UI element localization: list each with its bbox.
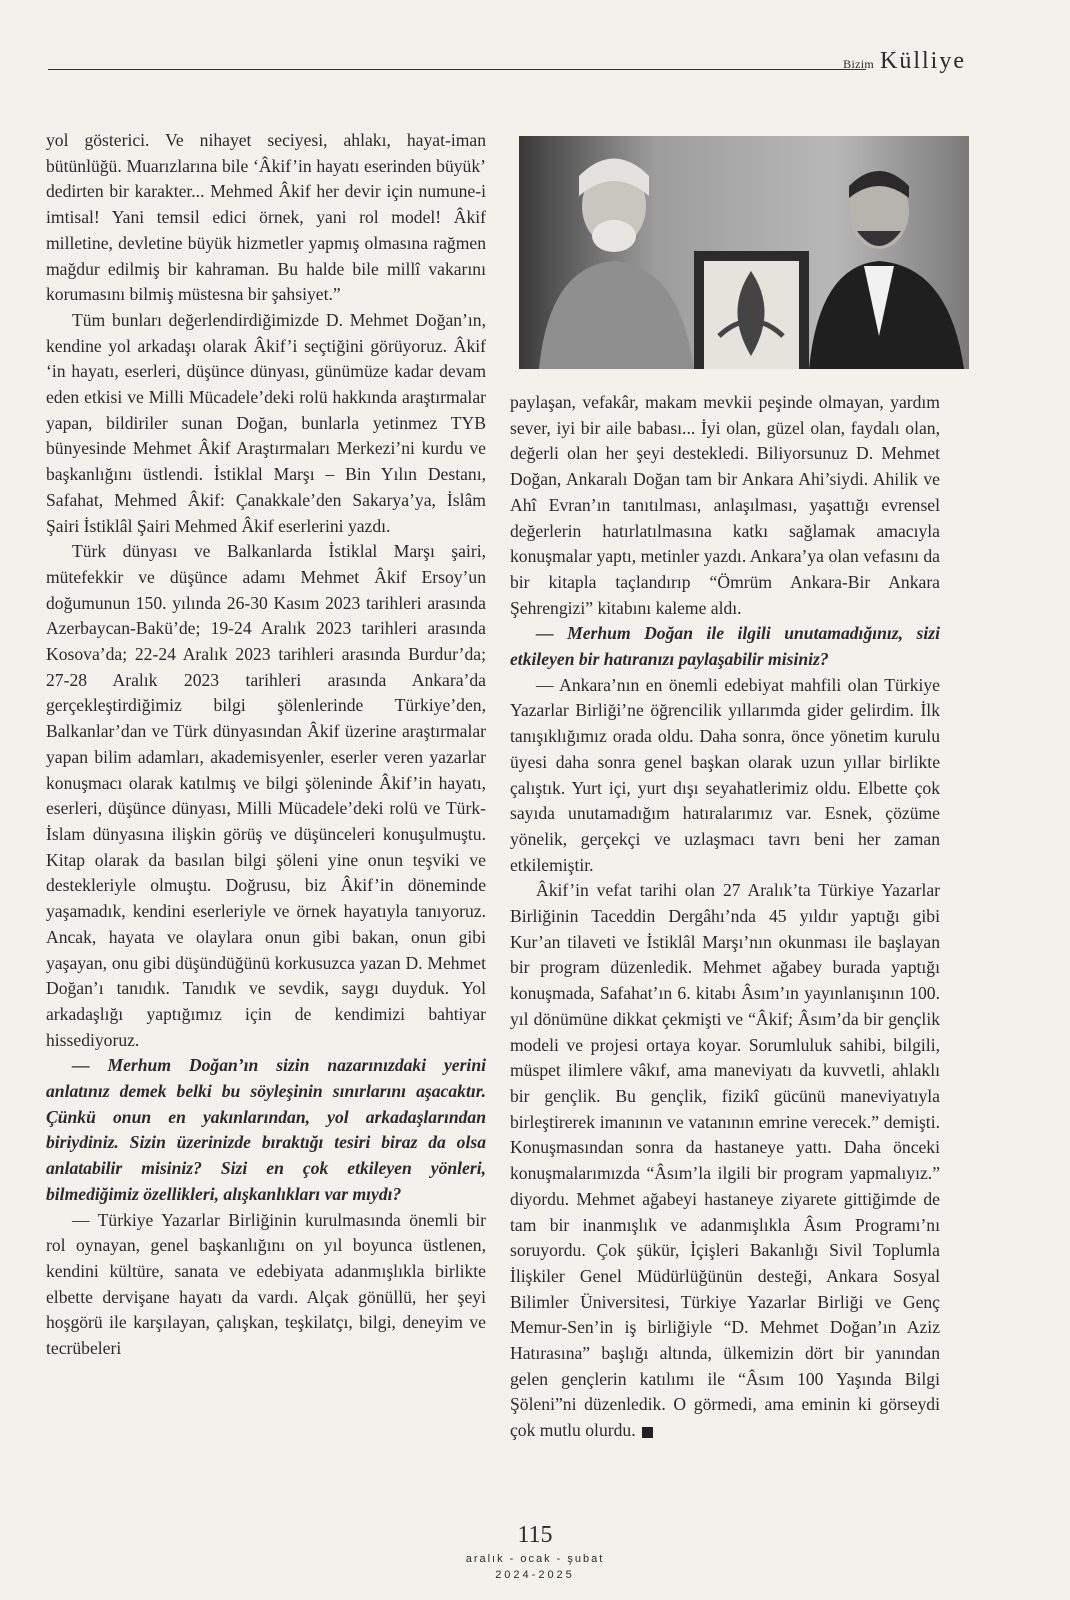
right-paragraph-final <box>510 878 940 1443</box>
issue-years: 2024-2025 <box>495 1569 575 1581</box>
end-of-article-mark <box>642 1427 653 1438</box>
interview-question: — Merhum Doğan’ın sizin nazarınızdaki yerini anlatınız demek belki bu söyleşinin sınırlarını aşacaktır. Çünkü onun en yakınlarından, yol arkadaşlarından biriydiniz. Sizin üzerinizde bıraktığı tesiri biraz da olsa anlatabilir misiniz? Sizi en çok etkileyen yönleri, bilmediğimiz özellikleri, alışkanlıkları var mıydı? <box>46 1055 486 1204</box>
header-rule <box>48 69 866 70</box>
photo-illustration <box>519 136 969 369</box>
left-paragraph: — Türkiye Yazarlar Birliğinin kurulmasında önemli bir rol oynayan, genel başkanlığını on yıl boyunca üstlenen, kendini kültüre, sanata ve edebiyata adanmışlıkla birlikte elbette dervişane hayatı da vardı. Alçak gönüllü, her şeyi hoşgörü ile karşılayan, çalışkan, teşkilatçı, bilgi, deneyim ve tecrübeleri <box>46 1209 486 1359</box>
left-paragraph: Tüm bunları değerlendirdiğimizde D. Mehmet Doğan’ın, kendine yol arkadaşı olarak Âkif’i seçtiğini görüyoruz. Âkif ‘in hayatı, eserleri, düşünce dünyası, günümüze kadar devam eden etkisi ve Milli Mücadele’deki rolü hakkında araştırmalar yapan, bildiriler sunan Doğan, bunlarla yetinmez TYB bünyesinde Mehmet Âkif Araştırmaları Merkezi’ni kurdu ve başkanlığını üstlendi. İstiklal Marşı – Bin Yılın Destanı, Safahat, Mehmed Âkif: Çanakkale’den Sakarya’ya, İslâm Şairi İstiklâl Şairi Mehmed Âkif eserlerini yazdı. <box>46 309 486 536</box>
page-number: 115 <box>517 1522 553 1548</box>
header-small-text: Bizim <box>843 57 874 71</box>
left-paragraph: yol gösterici. Ve nihayet seciyesi, ahlakı, hayat-iman bütünlüğü. Muarızlarına bile ‘Âkif’in hayatı eserinden büyük’ dedirten bir karakter... Mehmed Âkif her devir için numune-i imtisal! Yani temsil edici örnek, yani rol model! Âkif milletine, devletine büyük hizmetler yapmış olmasına rağmen mağdur edilmiş bir kahraman. Bu halde bile millî vakarını korumasını bilmiş müstesna bir şahsiyet.” <box>46 130 486 305</box>
interview-question: — Merhum Doğan ile ilgili unutamadığınız, sizi etkileyen bir hatıranızı paylaşabilir misiniz? <box>510 623 940 670</box>
right-column <box>510 390 940 1444</box>
issue-months: aralık - ocak - şubat <box>465 1553 605 1565</box>
left-column <box>46 128 486 1362</box>
left-paragraph: Türk dünyası ve Balkanlarda İstiklal Marşı şairi, mütefekkir ve düşünce adamı Mehmet Âkif Ersoy’un doğumunun 150. yılında 26-30 Kasım 2023 tarihleri arasında Azerbaycan-Bakü’de; 19-24 Aralık 2023 tarihleri arasında Kosova’da; 22-24 Aralık 2023 tarihleri arasında Burdur’da; 27-28 Aralık 2023 tarihleri arasında Ankara’da gerçekleştirdiğimiz bilgi şölenlerinde Türkiye’den, Balkanlar’dan ve Türk dünyasından Âkif üzerine araştırmalar yapan bilim adamları, akademisyenler, eserler veren yazarlar konuşmacı olarak katılmış ve bilgi şöleninde Âkif’in hayatı, eserleri, düşünce dünyası, Milli Mücadele’deki rolü ve Türk-İslam dünyasına ilişkin görüş ve düşünceleri konuşulmuştu. Kitap olarak da basılan bilgi şöleni yine onun teşviki ve destekleriyle olmuştu. Doğrusu, biz Âkif’in döneminde yaşamadık, kendini eserleriyle ve örnek hayatıyla tanıyoruz. Ancak, hayata ve olaylara onun gibi bakan, onun gibi yaşayan, onu gibi düşündüğünü korkusuzca yazan D. Mehmet Doğan’ı tanıdık. Tanıdık ve sevdik, saygı duyduk. Yol arkadaşlığı yaptığımız için de kendimizi bahtiyar hissediyoruz. <box>46 541 486 1050</box>
final-paragraph-text: Âkif’in vefat tarihi olan 27 Aralık’ta Türkiye Yazarlar Birliğinin Taceddin Dergâhı’nda 45 yıldır yaptığı gibi Kur’an tilaveti ve İstiklâl Marşı’nın okunması ile başlayan bir program düzenledik. Mehmet ağabey burada yaptığı konuşmada, Safahat’ın 6. kitabı Âsım’ın yayınlanışının 100. yıl dönümüne dikkat çekmişti ve “Âkif; Âsım’da bir gençlik modeli ve projesi ortaya koyar. Sorumluluk sahibi, bilgili, müspet ilimlere vâkıf, ama maneviyatı da kuvvetli, ahlaklı bir gençlik. Bu gençlik, fizikî gücünü maneviyatıyla birleştirerek imanının ve vatanının emrine verecek.” demişti. Konuşmasından sonra da hastaneye yattı. Daha önceki konuşmalarımızda “Âsım’la ilgili bir program yapmalıyız.” diyordu. Mehmet ağabeyi hastaneye ziyarete gittiğimde de tam bir inanmışlık ve adanmışlıkla Âsım Programı’nı soruyordu. Çok şükür, İçişleri Bakanlığı Sivil Toplumla İlişkiler Genel Müdürlüğünün desteği, Ankara Sosyal Bilimler Üniversitesi, Türkiye Yazarlar Birliği ve Genç Memur-Sen’in iş birliğiyle “D. Mehmet Doğan’ın Aziz Hatırasına” başlığı altında, ülkemizin dört bir yanından gelen gençlerin katılımı ile “Âsım 100 Yaşında Bilgi Şöleni”ni düzenledik. O görmedi, ama eminin ki görseydi çok mutlu olurdu. <box>510 880 940 1441</box>
header-title: Külliye <box>880 48 966 74</box>
magazine-header <box>843 48 966 75</box>
right-paragraph: — Ankara’nın en önemli edebiyat mahfili olan Türkiye Yazarlar Birliği’ne öğrencilik yıllarımda gider gelirdim. İlk tanışıklığımız orada oldu. Daha sonra, önce yönetim kurulu üyesi daha sonra genel başkan olarak uzun yıllar birlikte çalıştık. Yurt içi, yurt dışı seyahatlerimiz oldu. Elbette çok sayıda unutamadığım hatıralarımız var. Esnek, çözüme yönelik, gerçekçi ve uzlaşmacı tavrı beni her zaman etkilemiştir. <box>510 674 940 875</box>
article-photo <box>519 136 969 369</box>
right-paragraph: paylaşan, vefakâr, makam mevkii peşinde olmayan, yardım sever, iyi bir aile babası... İyi olan, güzel olan, faydalı olan, değerli olan her şeyi destekledi. Biliyorsunuz D. Mehmet Doğan, Ankaralı Doğan tam bir Ankara Ahi’siydi. Ahilik ve Ahî Evran’ın tanıtılması, anlaşılması, yaşattığı evrensel değerlerin hatırlatılmasına katkı sağlamak amacıyla konuşmalar yaptı, metinler yazdı. Ankara’ya olan vefasını da bir kitapla taçlandırıp “Ömrüm Ankara-Bir Ankara Şehrengizi” kitabını kaleme aldı. <box>510 392 940 618</box>
